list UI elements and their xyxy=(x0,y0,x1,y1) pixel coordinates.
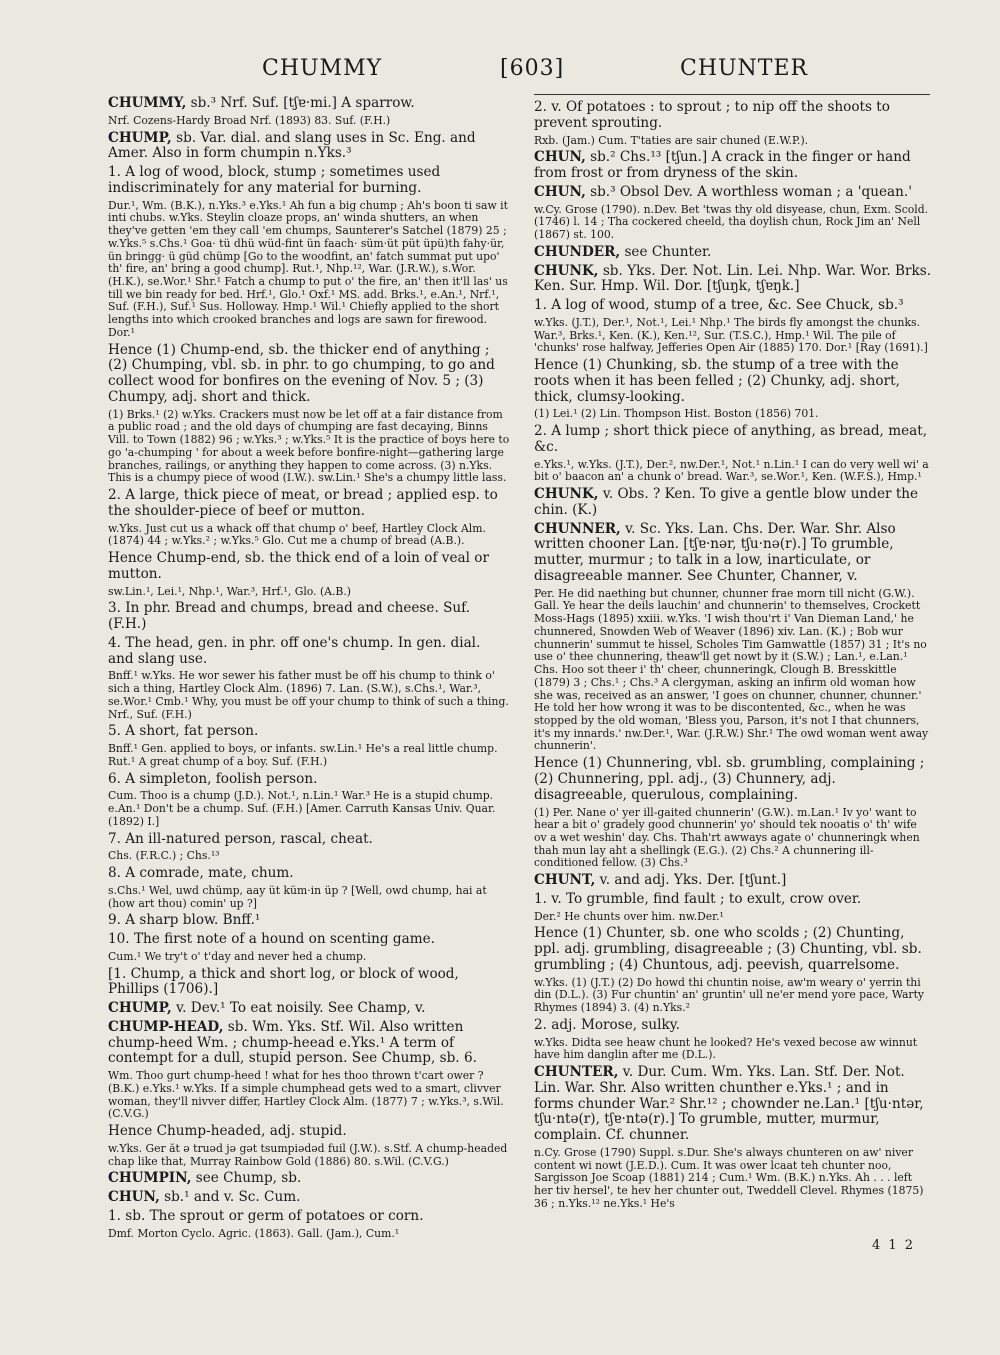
citation-paragraph xyxy=(108,1070,510,1121)
entry-paragraph xyxy=(534,100,932,132)
paragraph-text: v. Dev.¹ To eat noisily. See Champ, v. xyxy=(171,1000,426,1017)
citation-paragraph xyxy=(534,807,932,871)
citation-paragraph xyxy=(534,1037,932,1062)
left-column xyxy=(108,96,510,1243)
headword: CHUMMY, xyxy=(108,95,187,111)
headword: CHUNK, xyxy=(534,262,599,279)
paragraph-text: (1) Lei.¹ (2) Lin. Thompson Hist. Boston (1856) 701. xyxy=(534,407,819,421)
paragraph-text: v. Obs. ? Ken. To give a gentle blow under the chin. (K.) xyxy=(534,486,919,518)
entry-paragraph xyxy=(108,1209,510,1225)
paragraph-text: Per. He did naething but chunner, chunner frae morn till nicht (G.W.). Gall. Ye hear the deils lauchin' and chunnerin' to themselves, Crockett Moss-Hags (1895) xxiii. w.Yks. 'I wish thou'rt i' Van Dieman Land,' he chunnered, Snowden Web of Weaver (1896) xiv. Lan. (K.) ; Bob wur chunnerin' summut te hissel, Scholes Tim Gamwattle (1857) 31 ; It's no use o' thee chunnering, theaw'll get nowt by it (S.W.) ; Lan.¹, e.Lan.¹ Chs. Hoo sot theer i' th' cheer, chunneringk, Clough B. Bresskittle (1879) 3 ; Chs.¹ ; Chs.³ A clergyman, asking an infirm old woman how she was, received as an answer, 'I goes on chunner, chunner, chunner.' He told her how wrong it was to be discontented, &c., when he was stopped by the old woman, 'Bless you, Parson, it's not I that chunners, it's my innards.' nw.Der.¹, War. (J.R.W.) Shr.¹ The owd woman went away chunnerin'. xyxy=(534,586,929,753)
paragraph-text: Hence Chump-headed, adj. stupid. xyxy=(108,1123,347,1140)
entry-paragraph xyxy=(108,724,510,740)
citation-paragraph xyxy=(534,408,932,421)
entry-paragraph xyxy=(108,772,510,788)
entry-paragraph xyxy=(534,873,932,889)
paragraph-text: 2. A large, thick piece of meat, or bread ; applied esp. to the shoulder-piece of beef or mutton. xyxy=(108,487,498,519)
paragraph-text: v. and adj. Yks. Der. [tʃunt.] xyxy=(595,872,787,889)
paragraph-text: v. Dur. Cum. Wm. Yks. Lan. Stf. Der. Not. Lin. War. Shr. Also written chunther e.Yks.¹ ; and in forms chunder War.² Shr.¹² ; chownder ne.Lan.¹ [tʃu·ntər, tʃu·ntə(r), tʃɐ·ntə(r).] To grumble, mutter, murmur, complain. Cf. chunner. xyxy=(534,1064,924,1144)
paragraph-text: sb. Yks. Der. Not. Lin. Lei. Nhp. War. Wor. Brks. Ken. Sur. Hmp. Wil. Dor. [tʃuŋk, tʃɐŋk.] xyxy=(534,262,932,295)
citation-paragraph xyxy=(108,670,510,721)
paragraph-text: Bnff.¹ w.Yks. He wor sewer his father must be off his chump to think o' sich a thing, Hartley Clock Alm. (1896) 7. Lan. (S.W.), s.Chs.¹, War.³, se.Wor.¹ Cmb.¹ Why, you must be off your chump to think of such a thing. Nrf., Suf. (F.H.) xyxy=(108,669,509,721)
entry-paragraph xyxy=(108,832,510,848)
entry-paragraph xyxy=(534,150,932,182)
entry-paragraph xyxy=(534,522,932,585)
paragraph-text: v. Sc. Yks. Lan. Chs. Der. War. Shr. Also written chooner Lan. [tʃɐ·nər, tʃu·nə(r).] To grumble, mutter, murmur ; to talk in a low, inarticulate, or disagreeable manner. See Chunter, Channer, v. xyxy=(534,520,896,584)
entry-paragraph xyxy=(108,131,510,163)
citation-paragraph xyxy=(108,115,510,128)
paragraph-text: 2. v. Of potatoes : to sprout ; to nip off the shoots to prevent sprouting. xyxy=(534,99,890,131)
paragraph-text: (1) Brks.¹ (2) w.Yks. Crackers must now be let off at a fair distance from a public road ; and the old days of chumping are fast decaying, Binns Vill. to Town (1882) 96 ; w.Yks.³ ; w.Yks.⁵ It is the practice of boys here to go 'a-chumping ' for about a week before bonfire-night—gathering large branches, railings, or anything they happen to come across. (3) n.Yks. This is a chumpy piece of wood (I.W.). sw.Lin.¹ She's a chumpy little lass. xyxy=(108,407,510,485)
paragraph-text: Dur.¹, Wm. (B.K.), n.Yks.³ e.Yks.¹ Ah fun a big chump ; Ah's boon ti saw it inti chubs. w.Yks. Steylin cloaze props, an' winda shutters, an when they've getten 'em they call 'em chumps, Saunterer's Satchel (1879) 25 ; w.Yks.⁵ s.Chs.¹ Goa· tü dhü wüd-fint ün faach· süm·üt püt üpü)th fahy·ür, ün bringg· ü güd chümp [Go to the woodfint, an' fatch summat put upo' th' fire, an' bring a good chump]. Rut.¹, Nhp.¹², War. (J.R.W.), s.Wor. (H.K.), se.Wor.¹ Shr.¹ Fatch a chump to put o' the fire, an' then it'll las' us till we bin ready for bed. Hrf.¹, Glo.¹ Oxf.¹ MS. add. Brks.¹, e.An.¹, Nrf.¹, Suf. (F.H.), Suf.¹ Sus. Holloway. Hmp.¹ Wil.¹ Chiefly applied to the short lengths into which crooked branches and logs are sawn for firewood. Dor.¹ xyxy=(108,198,508,339)
paragraph-text: sb.³ Nrf. Suf. [tʃɐ·mi.] A sparrow. xyxy=(186,95,415,111)
entry-paragraph xyxy=(534,245,932,261)
paragraph-text: 6. A simpleton, foolish person. xyxy=(108,770,318,787)
paragraph-text: Hence (1) Chunking, sb. the stump of a tree with the roots when it has been felled ; (2) Chunky, adj. short, thick, clumsy-looking. xyxy=(534,357,900,405)
paragraph-text: 10. The first note of a hound on scenting game. xyxy=(108,931,435,948)
headword: CHUMP, xyxy=(108,1000,172,1017)
headword: CHUNTER, xyxy=(534,1064,619,1081)
paragraph-text: Hence Chump-end, sb. the thick end of a loin of veal or mutton. xyxy=(108,550,489,582)
paragraph-text: see Chunter. xyxy=(620,243,712,260)
entry-paragraph xyxy=(108,488,510,520)
paragraph-text: Bnff.¹ Gen. applied to boys, or infants. sw.Lin.¹ He's a real little chump. Rut.¹ A great chump of a boy. Suf. (F.H.) xyxy=(108,742,498,768)
paragraph-text: 1. sb. The sprout or germ of potatoes or corn. xyxy=(108,1207,424,1224)
paragraph-text: sb.¹ and v. Sc. Cum. xyxy=(159,1189,301,1206)
headword: CHUNT, xyxy=(534,872,596,889)
paragraph-text: e.Yks.¹, w.Yks. (J.T.), Der.², nw.Der.¹, Not.¹ n.Lin.¹ I can do very well wi' a bit o' baacon an' a chunk o' bread. War.³, se.Wor.¹, Ken. (W.F.S.), Hmp.¹ xyxy=(534,457,929,484)
entry-paragraph xyxy=(108,1020,510,1067)
paragraph-text: 1. v. To grumble, find fault ; to exult, crow over. xyxy=(534,890,862,907)
paragraph-text: Hence (1) Chunter, sb. one who scolds ; (2) Chunting, ppl. adj. grumbling, disagreeable ; (3) Chunting, vbl. sb. grumbling ; (4) Chuntous, adj. peevish, quarrelsome. xyxy=(534,925,922,973)
paragraph-text: Cum.¹ We try't o' t'day and never hed a chump. xyxy=(108,949,367,963)
citation-paragraph xyxy=(108,1228,510,1241)
paragraph-text: Dmf. Morton Cyclo. Agric. (1863). Gall. (Jam.), Cum.¹ xyxy=(108,1226,400,1240)
page-number: [603] xyxy=(500,56,565,81)
entry-paragraph xyxy=(108,1001,510,1017)
paragraph-text: 2. A lump ; short thick piece of anything, as bread, meat, &c. xyxy=(534,423,928,455)
paragraph-text: see Chump, sb. xyxy=(191,1170,302,1187)
citation-paragraph xyxy=(108,200,510,340)
citation-paragraph xyxy=(534,977,932,1015)
paragraph-text: 9. A sharp blow. Bnff.¹ xyxy=(108,912,261,929)
paragraph-text: w.Yks. (1) (J.T.) (2) Do howd thi chuntin noise, aw'm weary o' yerrin thi din (D.L.). (3) Fur chuntin' an' gruntin' ull ne'er mend yore pace, Warty Rhymes (1894) 3. (4) n.Yks.² xyxy=(534,975,925,1015)
entry-paragraph xyxy=(108,932,510,948)
entry-paragraph xyxy=(534,892,932,908)
paragraph-text: s.Chs.¹ Wel, uwd chümp, aay üt küm·in üp ? [Well, owd chump, hai at (how art thou) comin' up ?] xyxy=(108,883,487,910)
paragraph-text: Hence (1) Chump-end, sb. the thicker end of anything ; (2) Chumping, vbl. sb. in phr. to go chumping, to go and collect wood for bonfires on the evening of Nov. 5 ; (3) Chumpy, adj. short and thick. xyxy=(108,341,495,405)
entry-paragraph xyxy=(534,358,932,405)
paragraph-text: w.Yks. Just cut us a whack off that chump o' beef, Hartley Clock Alm. (1874) 44 ; w.Yks.² ; w.Yks.⁵ Glo. Cut me a chump of bread (A.B.). xyxy=(108,521,486,548)
entry-paragraph xyxy=(108,913,510,929)
citation-paragraph xyxy=(534,911,932,924)
paragraph-text: 2. adj. Morose, sulky. xyxy=(534,1016,680,1033)
citation-paragraph xyxy=(108,790,510,828)
paragraph-text: sb.² Chs.¹³ [tʃun.] A crack in the finger or hand from frost or from dryness of the skin. xyxy=(534,149,911,182)
entry-paragraph xyxy=(534,1065,932,1144)
citation-paragraph xyxy=(108,743,510,768)
entry-paragraph xyxy=(534,185,932,201)
paragraph-text: 4. The head, gen. in phr. off one's chump. In gen. dial. and slang use. xyxy=(108,634,481,667)
left-running-head: CHUMMY xyxy=(262,56,383,81)
paragraph-text: 1. A log of wood, stump of a tree, &c. See Chuck, sb.³ xyxy=(534,297,904,314)
paragraph-text: w.Cy. Grose (1790). n.Dev. Bet 'twas thy old disyease, chun, Exm. Scold. (1746) l. 14 ; Tha cockered cheeld, tha doylish chun, Rock Jim an' Nell (1867) st. 100. xyxy=(534,202,929,242)
headword: CHUMP-HEAD, xyxy=(108,1018,224,1035)
citation-paragraph xyxy=(108,409,510,485)
paragraph-text: n.Cy. Grose (1790) Suppl. s.Dur. She's always chunteren on aw' niver content wi nowt (J.E.D.). Cum. It was ower lcaat teh chunter noo, Sargisson Joe Scoap (1881) 214 ; Cum.¹ Wm. (B.K.) n.Yks. Ah . . . left her tiv hersel', te hev her chunter out, Tweddell Clevel. Rhymes (1875) 36 ; n.Yks.¹² ne.Yks.¹ He's xyxy=(534,1146,924,1210)
headword: CHUMPIN, xyxy=(108,1170,192,1187)
entry-paragraph xyxy=(108,96,510,112)
citation-paragraph xyxy=(534,459,932,484)
citation-paragraph xyxy=(108,951,510,964)
citation-paragraph xyxy=(534,204,932,242)
paragraph-text: Der.² He chunts over him. nw.Der.¹ xyxy=(534,909,724,923)
citation-paragraph xyxy=(534,317,932,355)
headword: CHUN, xyxy=(108,1189,160,1206)
citation-paragraph xyxy=(534,135,932,148)
paragraph-text: Chs. (F.R.C.) ; Chs.¹³ xyxy=(108,849,220,863)
citation-paragraph xyxy=(108,850,510,863)
column-rule xyxy=(534,94,930,95)
entry-paragraph xyxy=(534,487,932,519)
paragraph-text: w.Yks. Didta see heaw chunt he looked? He's vexed becose aw winnut have him danglin after me (D.L.). xyxy=(534,1035,918,1062)
entry-paragraph xyxy=(534,264,932,296)
headword: CHUNDER, xyxy=(534,243,621,260)
headword: CHUNNER, xyxy=(534,520,621,537)
paragraph-text: w.Yks. (J.T.), Der.¹, Not.¹, Lei.¹ Nhp.¹ The birds fly amongst the chunks. War.³, Brks.¹, Ken. (K.), Ken.¹², Sur. (T.S.C.), Hmp.¹ Wil. The pile of 'chunks' rose halfway, Jefferies Open Air (1885) 170. Dor.¹ [Ray (1691).] xyxy=(534,315,928,355)
entry-paragraph xyxy=(108,165,510,197)
entry-paragraph xyxy=(108,551,510,583)
entry-paragraph xyxy=(534,756,932,803)
entry-paragraph xyxy=(108,866,510,882)
entry-paragraph xyxy=(108,601,510,633)
citation-paragraph xyxy=(108,586,510,599)
headword: CHUMP, xyxy=(108,129,172,146)
paragraph-text: 3. In phr. Bread and chumps, bread and cheese. Suf. (F.H.) xyxy=(108,600,471,633)
paragraph-text: w.Yks. Ger ăt ə truəd jə gət tsumpiədəd fuil (J.W.). s.Stf. A chump-headed chap like that, Murray Rainbow Gold (1886) 80. s.Wil. (C.V.G.) xyxy=(108,1141,508,1168)
headword: CHUN, xyxy=(534,183,586,200)
entry-paragraph xyxy=(108,1190,510,1206)
paragraph-text: Nrf. Cozens-Hardy Broad Nrf. (1893) 83. Suf. (F.H.) xyxy=(108,113,391,127)
entry-paragraph xyxy=(108,636,510,668)
paragraph-text: 5. A short, fat person. xyxy=(108,723,259,740)
paragraph-text: 1. A log of wood, block, stump ; sometimes used indiscriminately for any material for burning. xyxy=(108,164,441,196)
entry-paragraph xyxy=(534,424,932,456)
citation-paragraph xyxy=(108,885,510,910)
entry-paragraph xyxy=(108,343,510,406)
entry-paragraph xyxy=(108,1171,510,1187)
entry-paragraph xyxy=(534,298,932,314)
paragraph-text: Hence (1) Chunnering, vbl. sb. grumbling, complaining ; (2) Chunnering, ppl. adj., (3) Chunnery, adj. disagreeable, querulous, complaining. xyxy=(534,755,925,803)
paragraph-text: 8. A comrade, mate, chum. xyxy=(108,865,294,882)
citation-paragraph xyxy=(108,523,510,548)
paragraph-text: Wm. Thoo gurt chump-heed ! what for hes thoo thrown t'cart ower ? (B.K.) e.Yks.¹ w.Yks. If a simple chumphead gets wed to a smart, clivver woman, they'll nivver differ, Hartley Clock Alm. (1877) 7 ; w.Yks.³, s.Wil. (C.V.G.) xyxy=(108,1069,504,1121)
entry-paragraph xyxy=(108,967,510,999)
right-running-head: CHUNTER xyxy=(680,56,809,81)
entry-paragraph xyxy=(108,1124,510,1140)
citation-paragraph xyxy=(108,1143,510,1168)
paragraph-text: Rxb. (Jam.) Cum. T'taties are sair chuned (E.W.P.). xyxy=(534,133,809,147)
signature-mark: 4 1 2 xyxy=(872,1238,916,1253)
paragraph-text: Cum. Thoo is a chump (J.D.). Not.¹, n.Lin.¹ War.³ He is a stupid chump. e.An.¹ Don't be a chump. Suf. (F.H.) [Amer. Carruth Kansas Univ. Quar. (1892) I.] xyxy=(108,789,496,828)
headword: CHUN, xyxy=(534,149,586,166)
paragraph-text: sb.³ Obsol Dev. A worthless woman ; a 'quean.' xyxy=(585,183,912,200)
entry-paragraph xyxy=(534,926,932,973)
right-column xyxy=(534,100,932,1214)
paragraph-text: 7. An ill-natured person, rascal, cheat. xyxy=(108,830,373,847)
paragraph-text: sw.Lin.¹, Lei.¹, Nhp.¹, War.³, Hrf.¹, Glo. (A.B.) xyxy=(108,584,351,598)
paragraph-text: sb. Var. dial. and slang uses in Sc. Eng. and Amer. Also in form chumpin n.Yks.³ xyxy=(108,129,476,162)
paragraph-text: sb. Wm. Yks. Stf. Wil. Also written chump-heed Wm. ; chump-heead e.Yks.¹ A term of contempt for a dull, stupid person. See Chump, sb. 6. xyxy=(108,1018,477,1067)
paragraph-text: (1) Per. Nane o' yer ill-gaited chunnerin' (G.W.). m.Lan.¹ Iv yo' want to hear a bit o' gradely good chunnerin' yo' should tek nooatis o' th' wife ov a wet weshin' day. Chs. Thah'rt awways agate o' chunneringk when thah mun lay aht a shellingk (E.G.). (2) Chs.² A chunnering ill-conditioned fellow. (3) Chs.³ xyxy=(534,805,920,870)
citation-paragraph xyxy=(534,588,932,754)
entry-paragraph xyxy=(534,1018,932,1034)
paragraph-text: [1. Chump, a thick and short log, or block of wood, Phillips (1706).] xyxy=(108,965,459,998)
headword: CHUNK, xyxy=(534,486,599,503)
citation-paragraph xyxy=(534,1147,932,1211)
